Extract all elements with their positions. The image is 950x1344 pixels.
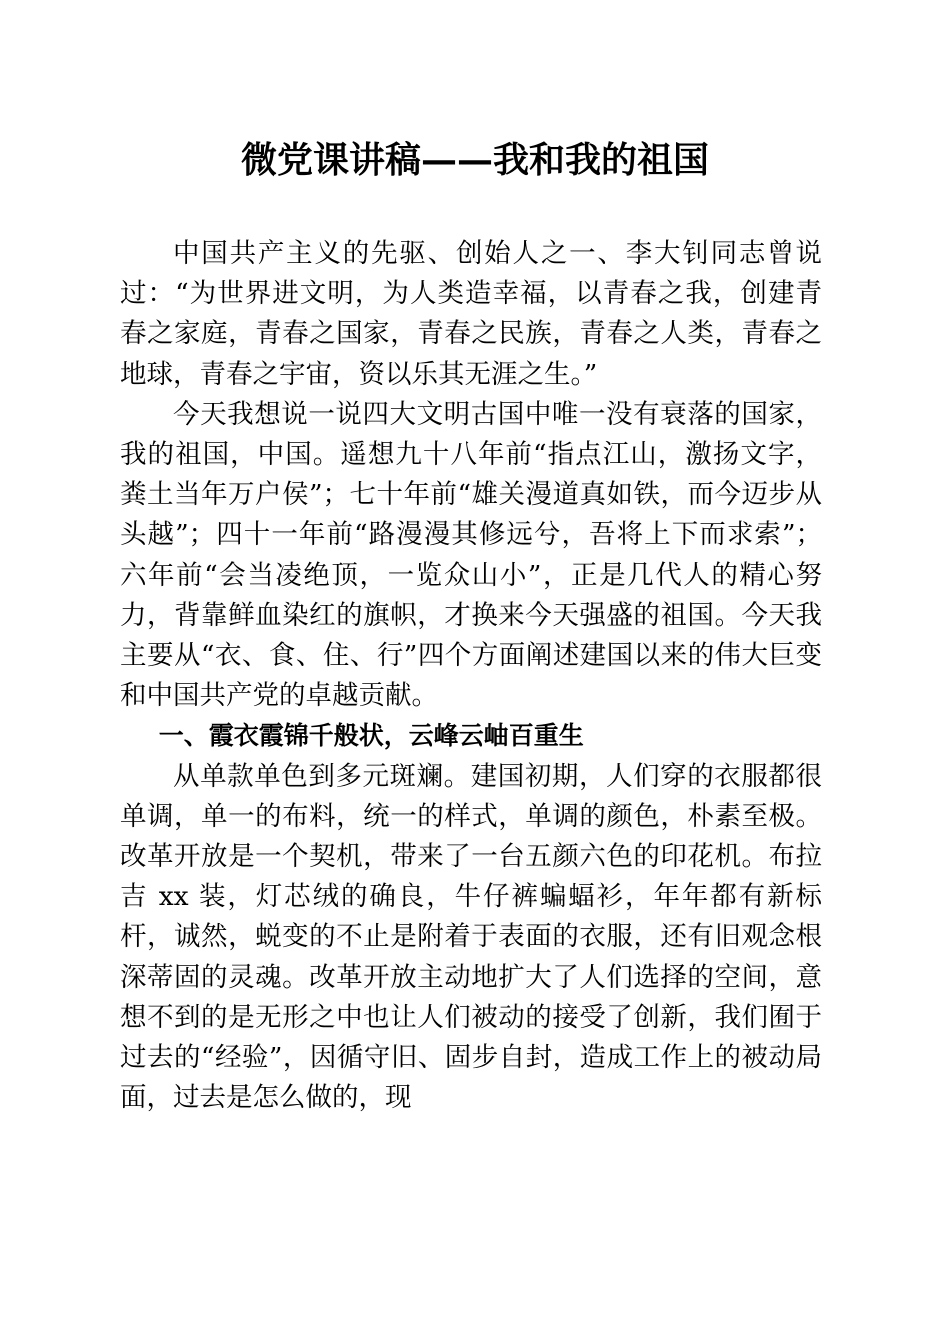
paragraph-motherland: 今天我想说一说四大文明古国中唯一没有衰落的国家，我的祖国，中国。遥想九十八年前“指点江山，激扬文字，粪土当年万户侯”；七十年前“雄关漫道真如铁，而今迈步从头越”；四十一年前“路漫漫其修远兮，吾将上下而求索”；六年前“会当凌绝顶，一览众山小”，正是几代人的精心努力，背靠鲜血染红的旗帜，才换来今天强盛的祖国。今天我主要从“衣、食、住、行”四个方面阐述建国以来的伟大巨变和中国共产党的卓越贡献。 [120,398,822,712]
document-title: 微党课讲稿——我和我的祖国 [240,139,709,181]
paragraph-intro-quote: 中国共产主义的先驱、创始人之一、李大钊同志曾说过：“为世界进文明，为人类造幸福，以青春之我，创建青春之家庭，青春之国家，青春之民族，青春之人类，青春之地球，青春之宇宙，资以乐其无涯之生。” [120,238,822,390]
paragraph-clothing: 从单款单色到多元斑斓。建国初期，人们穿的衣服都很单调，单一的布料，统一的样式，单调的颜色，朴素至极。改革开放是一个契机，带来了一台五颜六色的印花机。布拉吉 xx 装，灯芯绒的确良，牛仔裤蝙蝠衫，年年都有新标杆，诚然，蜕变的不止是附着于表面的衣服，还有旧观念根深蒂固的灵魂。改革开放主动地扩大了人们选择的空间，意想不到的是无形之中也让人们被动的接受了创新，我们囿于过去的“经验”，因循守旧、固步自封，造成工作上的被动局面，过去是怎么做的，现 [120,760,822,1114]
section-heading-clothing: 一、霞衣霞锦千般状，云峰云岫百重生 [158,721,584,751]
document-body [120,234,822,1118]
